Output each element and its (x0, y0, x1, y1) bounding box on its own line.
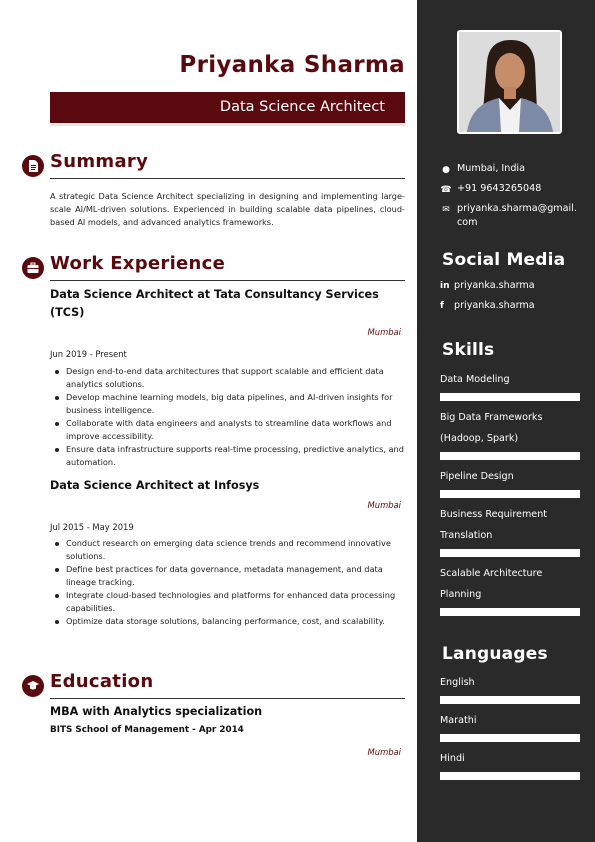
skill-level-bar (440, 452, 580, 460)
graduation-cap-icon (22, 675, 44, 697)
list-item: Conduct research on emerging data science trends and recommend innovative solutions. (50, 537, 406, 563)
section-divider (50, 698, 405, 699)
education-school: BITS School of Management - Apr 2014 (50, 725, 244, 735)
skill-label: Scalable Architecture Planning (440, 568, 543, 600)
skill-label: Pipeline Design (440, 471, 514, 482)
language-label: Marathi (440, 715, 477, 726)
skill-label: Big Data Frameworks (Hadoop, Spark) (440, 412, 543, 444)
skill-level-bar (440, 549, 580, 557)
languages-heading: Languages (442, 644, 548, 664)
list-item: Ensure data infrastructure supports real-time processing, predictive analytics, and automation. (50, 443, 406, 469)
language-level-bar (440, 772, 580, 780)
summary-section-header (22, 151, 405, 180)
facebook-link[interactable]: f priyanka.sharma (440, 300, 535, 311)
job-title-banner (50, 92, 405, 126)
section-divider (50, 178, 405, 179)
list-item: Optimize data storage solutions, balancing performance, cost, and scalability. (50, 615, 406, 628)
job-1-title: Data Science Architect at Tata Consultancy Services (TCS) (50, 288, 379, 319)
skills-heading: Skills (442, 340, 495, 360)
briefcase-icon (22, 257, 44, 279)
summary-heading: Summary (50, 151, 149, 172)
language-label: Hindi (440, 753, 465, 764)
job-title-text: Data Science Architect (219, 99, 385, 115)
job-2-title: Data Science Architect at Infosys (50, 479, 260, 492)
list-item: Collaborate with data engineers and analysts to streamline data workflows and improve accessibility. (50, 417, 406, 443)
list-item: Integrate cloud-based technologies and platforms for enhanced data processing capabilities. (50, 589, 406, 615)
envelope-icon: ✉ (442, 205, 450, 215)
education-location: Mumbai (367, 747, 401, 757)
job-1-bullets (50, 365, 406, 469)
contact-email[interactable]: ✉ priyanka.sharma@gmail.com (440, 202, 580, 230)
summary-text: A strategic Data Science Architect specializing in designing and implementing large-scale AI/ML-driven solutions. Experienced in building scalable data pipelines, cloud-based AI models, and advanced analytics frameworks. (50, 191, 405, 227)
job-1-location: Mumbai (367, 327, 401, 337)
contact-location: ● Mumbai, India (440, 162, 580, 176)
list-item: Define best practices for data governance, metadata management, and data lineage tracking. (50, 563, 406, 589)
job-2-dates: Jul 2015 - May 2019 (50, 522, 134, 532)
skill-label: Business Requirement Translation (440, 509, 548, 541)
job-2-location: Mumbai (367, 500, 401, 510)
section-divider (50, 280, 405, 281)
education-heading: Education (50, 671, 154, 692)
profile-photo (457, 30, 562, 134)
contact-phone: ☎ +91 9643265048 (440, 183, 542, 195)
list-item: Design end-to-end data architectures that support scalable and efficient data analytics solutions. (50, 365, 406, 391)
candidate-name: Priyanka Sharma (179, 52, 405, 78)
phone-icon: ☎ (440, 185, 452, 195)
education-section-header (22, 671, 405, 700)
education-degree: MBA with Analytics specialization (50, 705, 263, 718)
skill-level-bar (440, 393, 580, 401)
skill-level-bar (440, 490, 580, 498)
location-pin-icon: ● (442, 165, 450, 175)
language-level-bar (440, 696, 580, 704)
list-item: Develop machine learning models, big data pipelines, and AI-driven insights for business intelligence. (50, 391, 406, 417)
language-level-bar (440, 734, 580, 742)
skill-label: Data Modeling (440, 374, 510, 385)
experience-section-header (22, 253, 405, 282)
skill-level-bar (440, 608, 580, 616)
job-1-dates: Jun 2019 - Present (50, 349, 127, 359)
facebook-icon: f (440, 301, 444, 311)
job-2-bullets (50, 537, 406, 628)
language-label: English (440, 677, 475, 688)
linkedin-link[interactable]: in priyanka.sharma (440, 280, 535, 291)
document-icon (22, 155, 44, 177)
experience-heading: Work Experience (50, 253, 226, 274)
social-heading: Social Media (442, 250, 566, 270)
linkedin-icon: in (440, 281, 450, 291)
